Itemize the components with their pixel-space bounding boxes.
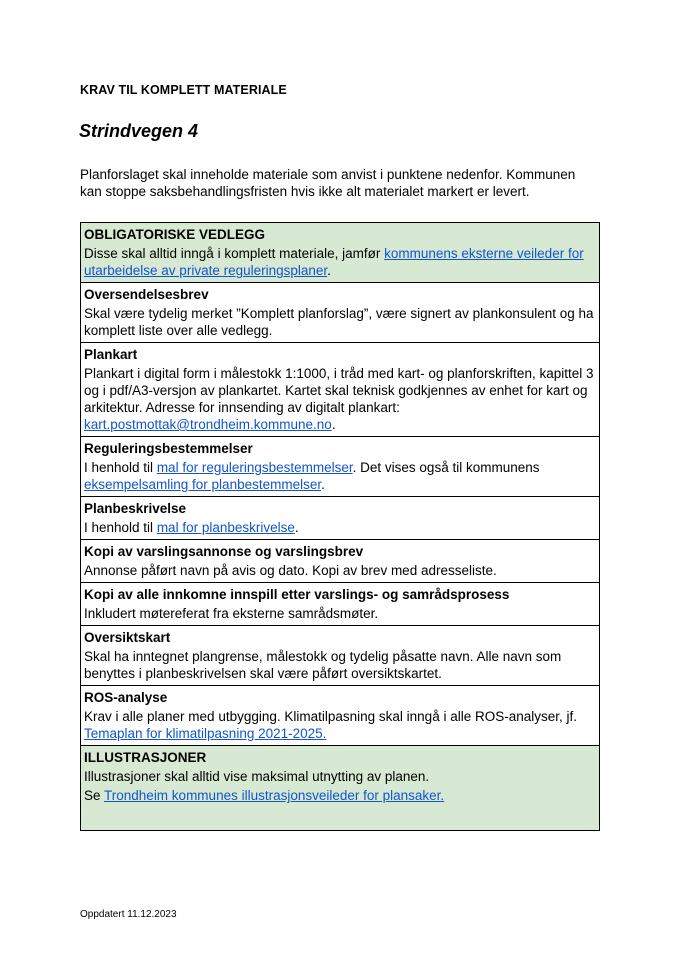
table-row	[81, 437, 599, 497]
intro-paragraph: Planforslaget skal inneholde materiale som anvist i punktene nedenfor. Kommunen kan stoppe saksbehandlingsfristen hvis ikke alt materialet markert er levert.	[80, 167, 576, 199]
row-title: Oversiktskart	[84, 630, 171, 645]
row-text: Illustrasjoner skal alltid vise maksimal utnytting av planen.	[84, 769, 430, 784]
table-row	[81, 626, 599, 686]
row-text: Skal være tydelig merket ”Komplett planforslag”, være signert av plankonsulent og ha komplett liste over alle vedlegg.	[84, 306, 594, 338]
table-row	[81, 497, 599, 540]
row-text: Plankart i digital form i målestokk 1:1000, i tråd med kart- og planforskriften, kapittel 3 og i pdf/A3-versjon av plankartet. Kartet skal teknisk godkjennes av enhet for kart og arkitektur. Adresse for innsending av digitalt plankart:	[84, 366, 594, 415]
eksempelsamling-link[interactable]: eksempelsamling for planbestemmelser	[84, 477, 322, 492]
row-text: I henhold til	[84, 460, 157, 475]
row-body	[84, 768, 596, 804]
row-text: I henhold til	[84, 520, 157, 535]
reguleringsbestemmelser-link[interactable]: mal for reguleringsbestemmelser	[156, 460, 353, 475]
illustrasjonsveileder-link[interactable]: Trondheim kommunes illustrasjonsveileder for plansaker.	[104, 788, 445, 803]
table-row	[81, 583, 599, 626]
row-body	[84, 459, 596, 493]
row-title: ILLUSTRASJONER	[84, 750, 207, 765]
row-title: Plankart	[84, 347, 138, 362]
row-text-suffix: .	[294, 520, 299, 535]
requirements-table	[80, 222, 600, 831]
klimatilpasning-link[interactable]: Temaplan for klimatilpasning 2021-2025.	[84, 726, 327, 741]
veileder-link[interactable]: kommunens eksterne veileder for utarbeidelse av private reguleringsplaner	[84, 246, 584, 278]
row-title: Kopi av varslingsannonse og varslingsbrev	[84, 544, 364, 559]
row-text: Annonse påført navn på avis og dato. Kopi av brev med adresseliste.	[84, 563, 497, 578]
row-body	[84, 245, 596, 279]
updated-date: Oppdatert 11.12.2023	[80, 909, 177, 920]
row-body	[84, 708, 596, 742]
row-text-suffix: .	[327, 263, 331, 278]
section-label: KRAV TIL KOMPLETT MATERIALE	[80, 83, 287, 97]
row-text-middle: . Det vises også til kommunens	[352, 460, 540, 475]
row-body	[84, 519, 596, 536]
row-text-suffix: .	[331, 417, 336, 432]
row-title: Planbeskrivelse	[84, 501, 187, 516]
table-row	[81, 283, 599, 343]
row-body	[84, 365, 596, 433]
table-row	[81, 686, 599, 746]
email-link[interactable]: kart.postmottak@trondheim.kommune.no	[84, 417, 332, 432]
row-title: OBLIGATORISKE VEDLEGG	[84, 227, 266, 242]
table-row	[81, 223, 599, 283]
table-row	[81, 343, 599, 437]
row-text: Disse skal alltid inngå i komplett materiale, jamfør	[84, 246, 385, 261]
row-title: Kopi av alle innkomne innspill etter varslings- og samrådsprosess	[84, 587, 510, 602]
row-text: Krav i alle planer med utbygging. Klimatilpasning skal inngå i alle ROS-analyser, jf.	[84, 709, 578, 724]
row-text: Skal ha inntegnet plangrense, målestokk og tydelig påsatte navn. Alle navn som benyttes i planbeskrivelsen skal være påført oversiktskartet.	[84, 649, 562, 681]
row-title: Reguleringsbestemmelser	[84, 441, 253, 456]
planbeskrivelse-link[interactable]: mal for planbeskrivelse	[156, 520, 295, 535]
row-text-suffix: .	[321, 477, 325, 492]
table-row	[81, 540, 599, 583]
row-title: Oversendelsesbrev	[84, 287, 209, 302]
row-text-prefix: Se	[84, 788, 105, 803]
table-row	[81, 746, 599, 830]
row-title: ROS-analyse	[84, 690, 168, 705]
page-title: Strindvegen 4	[79, 121, 199, 141]
row-text: Inkludert møtereferat fra eksterne samrådsmøter.	[84, 606, 379, 621]
